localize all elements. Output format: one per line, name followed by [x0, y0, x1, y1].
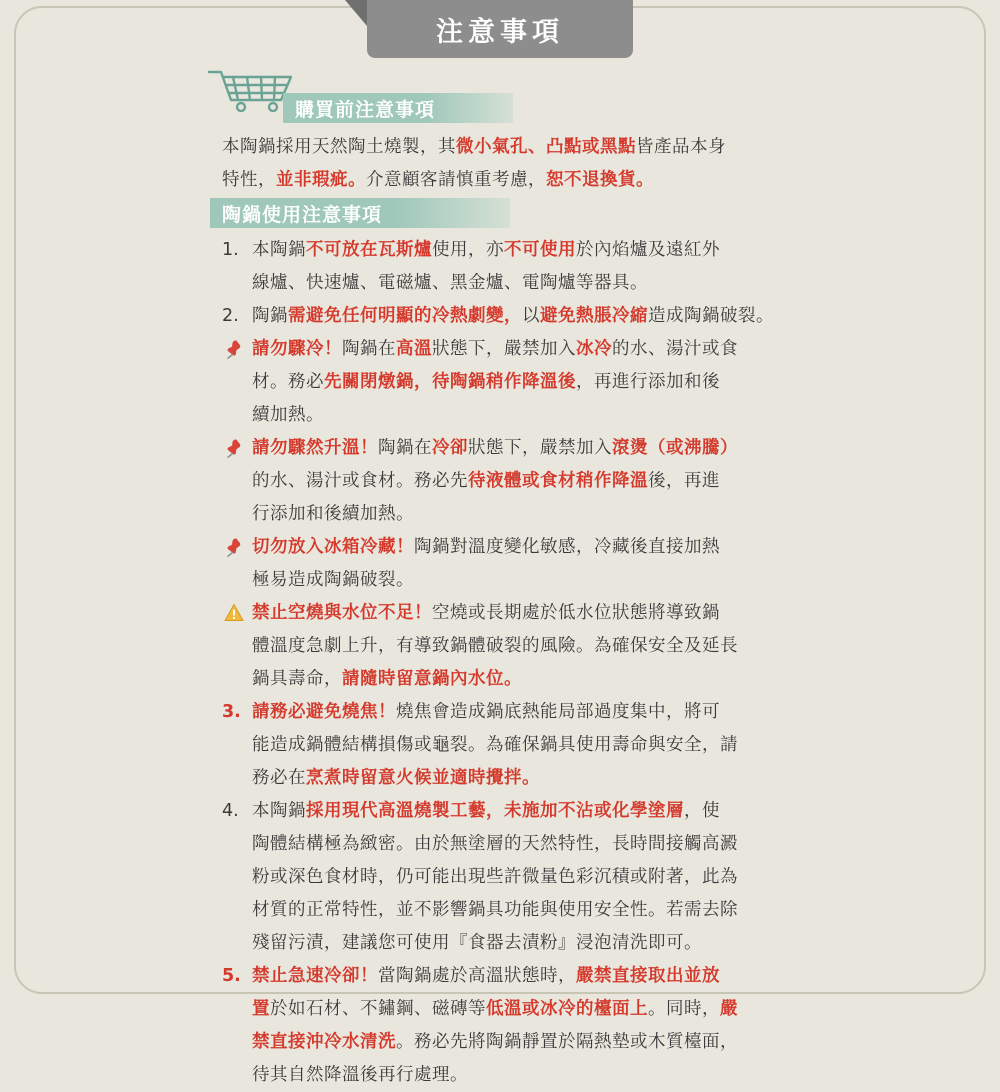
text-segment: 避免熱脹冷縮	[540, 306, 648, 326]
text-segment: 粉或深色食材時，仍可能出現些許微量色彩沉積或附著，此為	[252, 867, 738, 887]
text-segment: 線爐、快速爐、電磁爐、黑金爐、電陶爐等器具。	[252, 273, 648, 293]
text-segment: 低溫或冰冷的檯面上	[486, 999, 648, 1019]
list-item-number: 1.	[222, 240, 239, 260]
list-item-line	[252, 993, 992, 1026]
list-item-line	[252, 894, 992, 927]
list-item-line	[252, 399, 992, 432]
list-item-line	[252, 234, 992, 267]
text-segment: 。同時，	[648, 999, 720, 1019]
list-item-line	[252, 696, 992, 729]
pin-icon	[224, 339, 244, 359]
list-item-line	[252, 564, 992, 597]
list-item-line	[252, 366, 992, 399]
list-item-number: 3.	[222, 702, 241, 722]
text-segment: 陶鍋對溫度變化敏感，冷藏後直接加熱	[414, 537, 720, 557]
text-segment: 請勿驟然升溫！	[252, 438, 378, 458]
list-item-line	[252, 432, 992, 465]
text-segment: 禁止空燒與水位不足！	[252, 603, 432, 623]
text-segment: 於內焰爐及遠紅外	[576, 240, 720, 260]
text-segment: 陶鍋	[252, 306, 288, 326]
text-segment: 烹煮時留意火候並適時攪拌。	[306, 768, 540, 788]
text-segment: 燒焦會造成鍋底熱能局部過度集中，將可	[396, 702, 720, 722]
text-segment: 狀態下，嚴禁加入	[432, 339, 576, 359]
list-item-number: 4.	[222, 801, 239, 821]
text-segment: 冷卻	[432, 438, 468, 458]
list-item-line	[252, 300, 992, 333]
list-item-line	[252, 597, 992, 630]
text-segment: 冰冷	[576, 339, 612, 359]
list-item-line	[252, 927, 992, 960]
text-segment: 禁直接沖冷水清洗	[252, 1032, 396, 1052]
section-heading-before-purchase: 購買前注意事項	[283, 93, 513, 123]
text-segment: 本陶鍋	[252, 240, 306, 260]
text-segment: 請隨時留意鍋內水位。	[342, 669, 522, 689]
list-item-line	[252, 663, 992, 696]
text-segment: 極易造成陶鍋破裂。	[252, 570, 414, 590]
before-purchase-line-2: 特性，並非瑕疵。介意顧客請慎重考慮，恕不退換貨。	[222, 170, 654, 190]
text-segment: 殘留污漬，建議您可使用『食器去漬粉』浸泡清洗即可。	[252, 933, 702, 953]
text-segment: 於如石材、不鏽鋼、磁磚等	[270, 999, 486, 1019]
text-segment: 陶鍋在	[342, 339, 396, 359]
text-segment: 待其自然降溫後再行處理。	[252, 1065, 468, 1085]
text-segment: 的水、湯汁或食	[612, 339, 738, 359]
text-segment: 置	[252, 999, 270, 1019]
ribbon-banner	[0, 0, 1000, 70]
pin-icon	[224, 537, 244, 557]
list-item-line	[252, 333, 992, 366]
text-segment: 不可使用	[504, 240, 576, 260]
text-segment: 切勿放入冰箱冷藏！	[252, 537, 414, 557]
text-segment: 請勿驟冷！	[252, 339, 342, 359]
text-segment: ，使	[684, 801, 720, 821]
ribbon	[367, 0, 633, 58]
text-segment: 務必在	[252, 768, 306, 788]
list-item-line	[252, 828, 992, 861]
text-segment: 。務必先將陶鍋靜置於隔熱墊或木質檯面，	[396, 1032, 738, 1052]
text-segment: 的水、湯汁或食材。務必先	[252, 471, 468, 491]
text-segment: 高溫	[396, 339, 432, 359]
before-purchase-line-1: 本陶鍋採用天然陶土燒製，其微小氣孔、凸點或黑點皆產品本身	[222, 137, 726, 157]
list-item-line	[252, 795, 992, 828]
text-segment: 滾燙（或沸騰）	[612, 438, 738, 458]
text-segment: 當陶鍋處於高溫狀態時，	[378, 966, 576, 986]
page-title: 注意事項	[436, 16, 564, 48]
text-segment: 禁止急速冷卻！	[252, 966, 378, 986]
list-item-line	[252, 960, 992, 993]
list-item-line	[252, 498, 992, 531]
text-segment: 能造成鍋體結構損傷或龜裂。為確保鍋具使用壽命與安全，請	[252, 735, 738, 755]
text-segment: 請務必避免燒焦！	[252, 702, 396, 722]
text-segment: 造成陶鍋破裂。	[648, 306, 774, 326]
warning-icon	[224, 603, 244, 623]
list-item-line	[252, 630, 992, 663]
text-segment: 陶鍋在	[378, 438, 432, 458]
list-item-line	[252, 531, 992, 564]
pin-icon	[224, 438, 244, 458]
text-segment: 材質的正常特性，並不影響鍋具功能與使用安全性。若需去除	[252, 900, 738, 920]
text-segment: 先關閉燉鍋，待陶鍋稍作降溫後	[324, 372, 576, 392]
list-item-number: 2.	[222, 306, 239, 326]
text-segment: 續加熱。	[252, 405, 324, 425]
text-segment: 行添加和後續加熱。	[252, 504, 414, 524]
list-item-number: 5.	[222, 966, 241, 986]
text-segment: 狀態下，嚴禁加入	[468, 438, 612, 458]
text-segment: 體溫度急劇上升，有導致鍋體破裂的風險。為確保安全及延長	[252, 636, 738, 656]
text-segment: 嚴	[720, 999, 738, 1019]
text-segment: 使用，亦	[432, 240, 504, 260]
text-segment: 需避免任何明顯的冷熱劇變，	[288, 306, 522, 326]
list-item-line	[252, 762, 992, 795]
text-segment: 本陶鍋	[252, 801, 306, 821]
text-segment: 不可放在瓦斯爐	[306, 240, 432, 260]
text-segment: ，再進行添加和後	[576, 372, 720, 392]
text-segment: 待液體或食材稍作降溫	[468, 471, 648, 491]
text-segment: 鍋具壽命，	[252, 669, 342, 689]
shopping-cart-icon	[205, 66, 295, 112]
list-item-line	[252, 465, 992, 498]
text-segment: 空燒或長期處於低水位狀態將導致鍋	[432, 603, 720, 623]
section-heading-usage: 陶鍋使用注意事項	[210, 198, 510, 228]
ribbon-tail-left-icon	[345, 0, 367, 26]
text-segment: 材。務必	[252, 372, 324, 392]
list-item-line	[252, 1026, 992, 1059]
text-segment: 後，再進	[648, 471, 720, 491]
text-segment: 以	[522, 306, 540, 326]
list-item-line	[252, 267, 992, 300]
list-item-line	[252, 1059, 992, 1092]
text-segment: 陶體結構極為緻密。由於無塗層的天然特性，長時間接觸高澱	[252, 834, 738, 854]
text-segment: 採用現代高溫燒製工藝，未施加不沾或化學塗層	[306, 801, 684, 821]
text-segment: 嚴禁直接取出並放	[576, 966, 720, 986]
list-item-line	[252, 861, 992, 894]
list-item-line	[252, 729, 992, 762]
